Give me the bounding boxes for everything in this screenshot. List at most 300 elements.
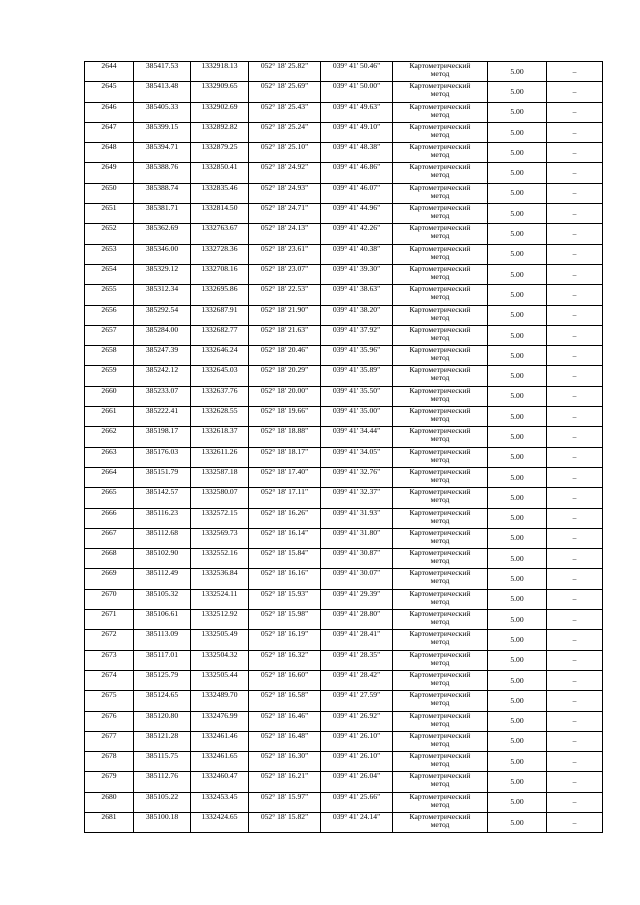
x-coordinate-cell: 385176.03 <box>134 447 191 467</box>
method-line-2: метод <box>430 373 450 383</box>
longitude-cell: 039° 41' 28.80" <box>321 610 393 630</box>
latitude-cell: 052° 18' 17.11" <box>249 488 321 508</box>
description-cell: – <box>547 467 603 487</box>
accuracy-cell: 5.00 <box>488 386 547 406</box>
latitude-cell: 052° 18' 24.93" <box>249 183 321 203</box>
y-coordinate-cell: 1332461.65 <box>191 752 249 772</box>
accuracy-cell: 5.00 <box>488 508 547 528</box>
table-row <box>85 812 603 832</box>
point-number-cell: 2677 <box>85 731 134 751</box>
point-number-cell: 2665 <box>85 488 134 508</box>
x-coordinate-cell: 385142.57 <box>134 488 191 508</box>
description-cell: – <box>547 488 603 508</box>
table-row <box>85 488 603 508</box>
accuracy-cell: 5.00 <box>488 183 547 203</box>
coordinates-table-body <box>85 62 603 833</box>
longitude-cell: 039° 41' 27.59" <box>321 691 393 711</box>
table-row <box>85 285 603 305</box>
accuracy-cell: 5.00 <box>488 62 547 82</box>
method-line-1: Картометрический <box>409 467 471 476</box>
method-line-2: метод <box>430 474 450 484</box>
table-row <box>85 386 603 406</box>
latitude-cell: 052° 18' 25.24" <box>249 122 321 142</box>
description-cell: – <box>547 163 603 183</box>
point-number-cell: 2658 <box>85 346 134 366</box>
method-cell <box>393 691 488 711</box>
method-line-2: метод <box>430 617 450 627</box>
table-row <box>85 183 603 203</box>
longitude-cell: 039° 41' 44.96" <box>321 204 393 224</box>
longitude-cell: 039° 41' 50.00" <box>321 82 393 102</box>
point-number-cell: 2656 <box>85 305 134 325</box>
method-line-2: метод <box>430 190 450 200</box>
method-line-2: метод <box>430 312 450 322</box>
method-line-1: Картометрический <box>409 81 471 91</box>
accuracy-cell: 5.00 <box>488 407 547 427</box>
description-cell: – <box>547 569 603 589</box>
method-line-2: метод <box>430 251 450 261</box>
method-line-2: метод <box>430 738 450 748</box>
x-coordinate-cell: 385117.01 <box>134 650 191 670</box>
table-row <box>85 772 603 792</box>
method-line-1: Картометрический <box>409 386 471 395</box>
latitude-cell: 052° 18' 25.82" <box>249 62 321 82</box>
y-coordinate-cell: 1332637.76 <box>191 386 249 406</box>
y-coordinate-cell: 1332708.16 <box>191 264 249 284</box>
description-cell: – <box>547 549 603 569</box>
x-coordinate-cell: 385120.80 <box>134 711 191 731</box>
y-coordinate-cell: 1332460.47 <box>191 772 249 792</box>
latitude-cell: 052° 18' 16.60" <box>249 670 321 690</box>
y-coordinate-cell: 1332524.11 <box>191 589 249 609</box>
accuracy-cell: 5.00 <box>488 670 547 690</box>
table-row <box>85 346 603 366</box>
longitude-cell: 039° 41' 31.93" <box>321 508 393 528</box>
method-line-1: Картометрический <box>409 61 471 70</box>
method-cell <box>393 630 488 650</box>
latitude-cell: 052° 18' 21.90" <box>249 305 321 325</box>
table-row <box>85 143 603 163</box>
latitude-cell: 052° 18' 25.43" <box>249 102 321 122</box>
point-number-cell: 2647 <box>85 122 134 142</box>
method-line-2: метод <box>430 211 450 221</box>
method-cell <box>393 488 488 508</box>
latitude-cell: 052° 18' 16.16" <box>249 569 321 589</box>
table-row <box>85 264 603 284</box>
point-number-cell: 2646 <box>85 102 134 122</box>
method-line-1: Картометрический <box>409 203 471 213</box>
latitude-cell: 052° 18' 20.46" <box>249 346 321 366</box>
description-cell: – <box>547 143 603 163</box>
x-coordinate-cell: 385413.48 <box>134 82 191 102</box>
accuracy-cell: 5.00 <box>488 346 547 366</box>
table-row <box>85 204 603 224</box>
longitude-cell: 039° 41' 26.92" <box>321 711 393 731</box>
x-coordinate-cell: 385394.71 <box>134 143 191 163</box>
method-line-2: метод <box>430 779 450 789</box>
longitude-cell: 039° 41' 26.04" <box>321 772 393 792</box>
method-cell <box>393 244 488 264</box>
y-coordinate-cell: 1332424.65 <box>191 812 249 832</box>
method-line-2: метод <box>430 515 450 525</box>
y-coordinate-cell: 1332461.46 <box>191 731 249 751</box>
point-number-cell: 2661 <box>85 407 134 427</box>
longitude-cell: 039° 41' 46.86" <box>321 163 393 183</box>
table-row <box>85 549 603 569</box>
method-line-2: метод <box>430 596 450 606</box>
method-line-1: Картометрический <box>409 122 471 131</box>
latitude-cell: 052° 18' 15.98" <box>249 610 321 630</box>
longitude-cell: 039° 41' 35.96" <box>321 346 393 366</box>
longitude-cell: 039° 41' 40.38" <box>321 244 393 264</box>
latitude-cell: 052° 18' 16.48" <box>249 731 321 751</box>
description-cell: – <box>547 630 603 650</box>
method-line-2: метод <box>430 231 450 241</box>
method-line-1: Картометрический <box>409 284 471 294</box>
y-coordinate-cell: 1332587.18 <box>191 467 249 487</box>
method-line-1: Картометрический <box>409 711 471 720</box>
x-coordinate-cell: 385405.33 <box>134 102 191 122</box>
point-number-cell: 2648 <box>85 143 134 163</box>
accuracy-cell: 5.00 <box>488 82 547 102</box>
method-cell <box>393 670 488 690</box>
method-line-1: Картометрический <box>409 609 471 619</box>
y-coordinate-cell: 1332505.44 <box>191 670 249 690</box>
method-cell <box>393 82 488 102</box>
accuracy-cell: 5.00 <box>488 102 547 122</box>
method-line-1: Картометрический <box>409 305 471 314</box>
y-coordinate-cell: 1332646.24 <box>191 346 249 366</box>
point-number-cell: 2649 <box>85 163 134 183</box>
method-cell <box>393 386 488 406</box>
x-coordinate-cell: 385346.00 <box>134 244 191 264</box>
table-row <box>85 467 603 487</box>
point-number-cell: 2664 <box>85 467 134 487</box>
accuracy-cell: 5.00 <box>488 812 547 832</box>
x-coordinate-cell: 385113.09 <box>134 630 191 650</box>
point-number-cell: 2659 <box>85 366 134 386</box>
y-coordinate-cell: 1332505.49 <box>191 630 249 650</box>
y-coordinate-cell: 1332552.16 <box>191 549 249 569</box>
method-line-1: Картометрический <box>409 487 471 497</box>
method-cell <box>393 711 488 731</box>
table-row <box>85 244 603 264</box>
point-number-cell: 2669 <box>85 569 134 589</box>
longitude-cell: 039° 41' 32.76" <box>321 467 393 487</box>
method-line-2: метод <box>430 292 450 302</box>
method-cell <box>393 122 488 142</box>
method-line-2: метод <box>430 454 450 464</box>
method-cell <box>393 224 488 244</box>
x-coordinate-cell: 385247.39 <box>134 346 191 366</box>
point-number-cell: 2650 <box>85 183 134 203</box>
method-line-2: метод <box>430 353 450 363</box>
method-line-2: метод <box>430 495 450 505</box>
y-coordinate-cell: 1332850.41 <box>191 163 249 183</box>
description-cell: – <box>547 82 603 102</box>
point-number-cell: 2667 <box>85 528 134 548</box>
point-number-cell: 2670 <box>85 589 134 609</box>
description-cell: – <box>547 528 603 548</box>
table-row <box>85 528 603 548</box>
method-line-1: Картометрический <box>409 792 471 801</box>
point-number-cell: 2679 <box>85 772 134 792</box>
accuracy-cell: 5.00 <box>488 305 547 325</box>
y-coordinate-cell: 1332569.73 <box>191 528 249 548</box>
method-line-1: Картометрический <box>409 426 471 436</box>
description-cell: – <box>547 305 603 325</box>
accuracy-cell: 5.00 <box>488 691 547 711</box>
method-line-2: метод <box>430 759 450 769</box>
table-row <box>85 82 603 102</box>
latitude-cell: 052° 18' 16.46" <box>249 711 321 731</box>
table-row <box>85 427 603 447</box>
x-coordinate-cell: 385222.41 <box>134 407 191 427</box>
latitude-cell: 052° 18' 16.58" <box>249 691 321 711</box>
description-cell: – <box>547 812 603 832</box>
description-cell: – <box>547 711 603 731</box>
accuracy-cell: 5.00 <box>488 569 547 589</box>
method-cell <box>393 447 488 467</box>
point-number-cell: 2651 <box>85 204 134 224</box>
method-cell <box>393 183 488 203</box>
point-number-cell: 2645 <box>85 82 134 102</box>
method-line-1: Картометрический <box>409 406 471 416</box>
y-coordinate-cell: 1332909.65 <box>191 82 249 102</box>
table-row <box>85 407 603 427</box>
description-cell: – <box>547 670 603 690</box>
method-cell <box>393 752 488 772</box>
x-coordinate-cell: 385125.79 <box>134 670 191 690</box>
method-cell <box>393 102 488 122</box>
table-row <box>85 650 603 670</box>
longitude-cell: 039° 41' 42.26" <box>321 224 393 244</box>
method-cell <box>393 427 488 447</box>
longitude-cell: 039° 41' 37.92" <box>321 325 393 345</box>
point-number-cell: 2668 <box>85 549 134 569</box>
y-coordinate-cell: 1332763.67 <box>191 224 249 244</box>
longitude-cell: 039° 41' 49.63" <box>321 102 393 122</box>
description-cell: – <box>547 447 603 467</box>
x-coordinate-cell: 385105.22 <box>134 792 191 812</box>
latitude-cell: 052° 18' 15.97" <box>249 792 321 812</box>
method-line-1: Картометрический <box>409 345 471 355</box>
description-cell: – <box>547 508 603 528</box>
method-line-1: Картометрический <box>409 183 471 192</box>
method-cell <box>393 467 488 487</box>
method-line-1: Картометрический <box>409 325 471 334</box>
x-coordinate-cell: 385284.00 <box>134 325 191 345</box>
x-coordinate-cell: 385102.90 <box>134 549 191 569</box>
point-number-cell: 2657 <box>85 325 134 345</box>
longitude-cell: 039° 41' 48.38" <box>321 143 393 163</box>
latitude-cell: 052° 18' 25.69" <box>249 82 321 102</box>
accuracy-cell: 5.00 <box>488 792 547 812</box>
x-coordinate-cell: 385112.76 <box>134 772 191 792</box>
y-coordinate-cell: 1332580.07 <box>191 488 249 508</box>
description-cell: – <box>547 589 603 609</box>
description-cell: – <box>547 346 603 366</box>
method-cell <box>393 792 488 812</box>
longitude-cell: 039° 41' 35.50" <box>321 386 393 406</box>
longitude-cell: 039° 41' 32.37" <box>321 488 393 508</box>
latitude-cell: 052° 18' 16.14" <box>249 528 321 548</box>
longitude-cell: 039° 41' 38.20" <box>321 305 393 325</box>
longitude-cell: 039° 41' 28.42" <box>321 670 393 690</box>
method-cell <box>393 143 488 163</box>
x-coordinate-cell: 385100.18 <box>134 812 191 832</box>
table-row <box>85 325 603 345</box>
latitude-cell: 052° 18' 16.19" <box>249 630 321 650</box>
method-cell <box>393 610 488 630</box>
point-number-cell: 2681 <box>85 812 134 832</box>
method-line-1: Картометрический <box>409 568 471 578</box>
method-cell <box>393 407 488 427</box>
x-coordinate-cell: 385362.69 <box>134 224 191 244</box>
table-row <box>85 62 603 82</box>
latitude-cell: 052° 18' 23.07" <box>249 264 321 284</box>
method-cell <box>393 346 488 366</box>
latitude-cell: 052° 18' 21.63" <box>249 325 321 345</box>
longitude-cell: 039° 41' 34.44" <box>321 427 393 447</box>
x-coordinate-cell: 385115.75 <box>134 752 191 772</box>
accuracy-cell: 5.00 <box>488 447 547 467</box>
accuracy-cell: 5.00 <box>488 488 547 508</box>
method-line-1: Картометрический <box>409 670 471 679</box>
longitude-cell: 039° 41' 28.41" <box>321 630 393 650</box>
table-row <box>85 447 603 467</box>
accuracy-cell: 5.00 <box>488 650 547 670</box>
point-number-cell: 2662 <box>85 427 134 447</box>
y-coordinate-cell: 1332618.37 <box>191 427 249 447</box>
accuracy-cell: 5.00 <box>488 427 547 447</box>
table-row <box>85 792 603 812</box>
y-coordinate-cell: 1332892.82 <box>191 122 249 142</box>
description-cell: – <box>547 610 603 630</box>
method-line-2: метод <box>430 556 450 566</box>
method-line-1: Картометрический <box>409 162 471 172</box>
point-number-cell: 2663 <box>85 447 134 467</box>
accuracy-cell: 5.00 <box>488 285 547 305</box>
table-row <box>85 224 603 244</box>
description-cell: – <box>547 731 603 751</box>
method-line-2: метод <box>430 718 450 728</box>
method-line-2: метод <box>430 332 450 342</box>
method-line-2: метод <box>430 150 450 160</box>
coordinates-table <box>84 61 603 833</box>
point-number-cell: 2674 <box>85 670 134 690</box>
method-line-1: Картометрический <box>409 447 471 456</box>
description-cell: – <box>547 102 603 122</box>
method-line-1: Картометрический <box>409 528 471 537</box>
longitude-cell: 039° 41' 30.07" <box>321 569 393 589</box>
table-row <box>85 366 603 386</box>
longitude-cell: 039° 41' 28.35" <box>321 650 393 670</box>
method-line-1: Картометрический <box>409 771 471 781</box>
table-row <box>85 752 603 772</box>
longitude-cell: 039° 41' 39.30" <box>321 264 393 284</box>
x-coordinate-cell: 385198.17 <box>134 427 191 447</box>
accuracy-cell: 5.00 <box>488 610 547 630</box>
y-coordinate-cell: 1332682.77 <box>191 325 249 345</box>
method-cell <box>393 650 488 670</box>
method-line-1: Картометрический <box>409 365 471 375</box>
y-coordinate-cell: 1332504.32 <box>191 650 249 670</box>
accuracy-cell: 5.00 <box>488 772 547 792</box>
table-row <box>85 102 603 122</box>
accuracy-cell: 5.00 <box>488 325 547 345</box>
method-line-2: метод <box>430 819 450 829</box>
description-cell: – <box>547 244 603 264</box>
method-cell <box>393 366 488 386</box>
x-coordinate-cell: 385381.71 <box>134 204 191 224</box>
method-line-1: Картометрический <box>409 548 471 558</box>
point-number-cell: 2680 <box>85 792 134 812</box>
method-cell <box>393 812 488 832</box>
latitude-cell: 052° 18' 19.66" <box>249 407 321 427</box>
latitude-cell: 052° 18' 18.88" <box>249 427 321 447</box>
description-cell: – <box>547 691 603 711</box>
accuracy-cell: 5.00 <box>488 711 547 731</box>
method-line-1: Картометрический <box>409 650 471 659</box>
description-cell: – <box>547 224 603 244</box>
point-number-cell: 2660 <box>85 386 134 406</box>
method-cell <box>393 163 488 183</box>
method-cell <box>393 325 488 345</box>
table-row <box>85 670 603 690</box>
table-row <box>85 508 603 528</box>
description-cell: – <box>547 772 603 792</box>
description-cell: – <box>547 792 603 812</box>
method-line-2: метод <box>430 535 450 545</box>
table-row <box>85 305 603 325</box>
method-line-2: метод <box>430 69 450 78</box>
y-coordinate-cell: 1332879.25 <box>191 143 249 163</box>
method-line-1: Картометрический <box>409 102 471 111</box>
method-line-2: метод <box>430 170 450 180</box>
latitude-cell: 052° 18' 16.32" <box>249 650 321 670</box>
point-number-cell: 2644 <box>85 62 134 82</box>
accuracy-cell: 5.00 <box>488 630 547 650</box>
latitude-cell: 052° 18' 17.40" <box>249 467 321 487</box>
accuracy-cell: 5.00 <box>488 204 547 224</box>
latitude-cell: 052° 18' 20.29" <box>249 366 321 386</box>
description-cell: – <box>547 366 603 386</box>
table-row <box>85 610 603 630</box>
method-line-1: Картометрический <box>409 264 471 273</box>
point-number-cell: 2653 <box>85 244 134 264</box>
longitude-cell: 039° 41' 46.07" <box>321 183 393 203</box>
accuracy-cell: 5.00 <box>488 122 547 142</box>
description-cell: – <box>547 264 603 284</box>
latitude-cell: 052° 18' 24.92" <box>249 163 321 183</box>
x-coordinate-cell: 385388.74 <box>134 183 191 203</box>
longitude-cell: 039° 41' 30.87" <box>321 549 393 569</box>
method-cell <box>393 285 488 305</box>
longitude-cell: 039° 41' 49.10" <box>321 122 393 142</box>
longitude-cell: 039° 41' 50.46" <box>321 62 393 82</box>
longitude-cell: 039° 41' 24.14" <box>321 812 393 832</box>
point-number-cell: 2654 <box>85 264 134 284</box>
method-cell <box>393 204 488 224</box>
latitude-cell: 052° 18' 18.17" <box>249 447 321 467</box>
accuracy-cell: 5.00 <box>488 752 547 772</box>
y-coordinate-cell: 1332695.86 <box>191 285 249 305</box>
x-coordinate-cell: 385399.15 <box>134 122 191 142</box>
latitude-cell: 052° 18' 16.30" <box>249 752 321 772</box>
y-coordinate-cell: 1332835.46 <box>191 183 249 203</box>
y-coordinate-cell: 1332512.92 <box>191 610 249 630</box>
